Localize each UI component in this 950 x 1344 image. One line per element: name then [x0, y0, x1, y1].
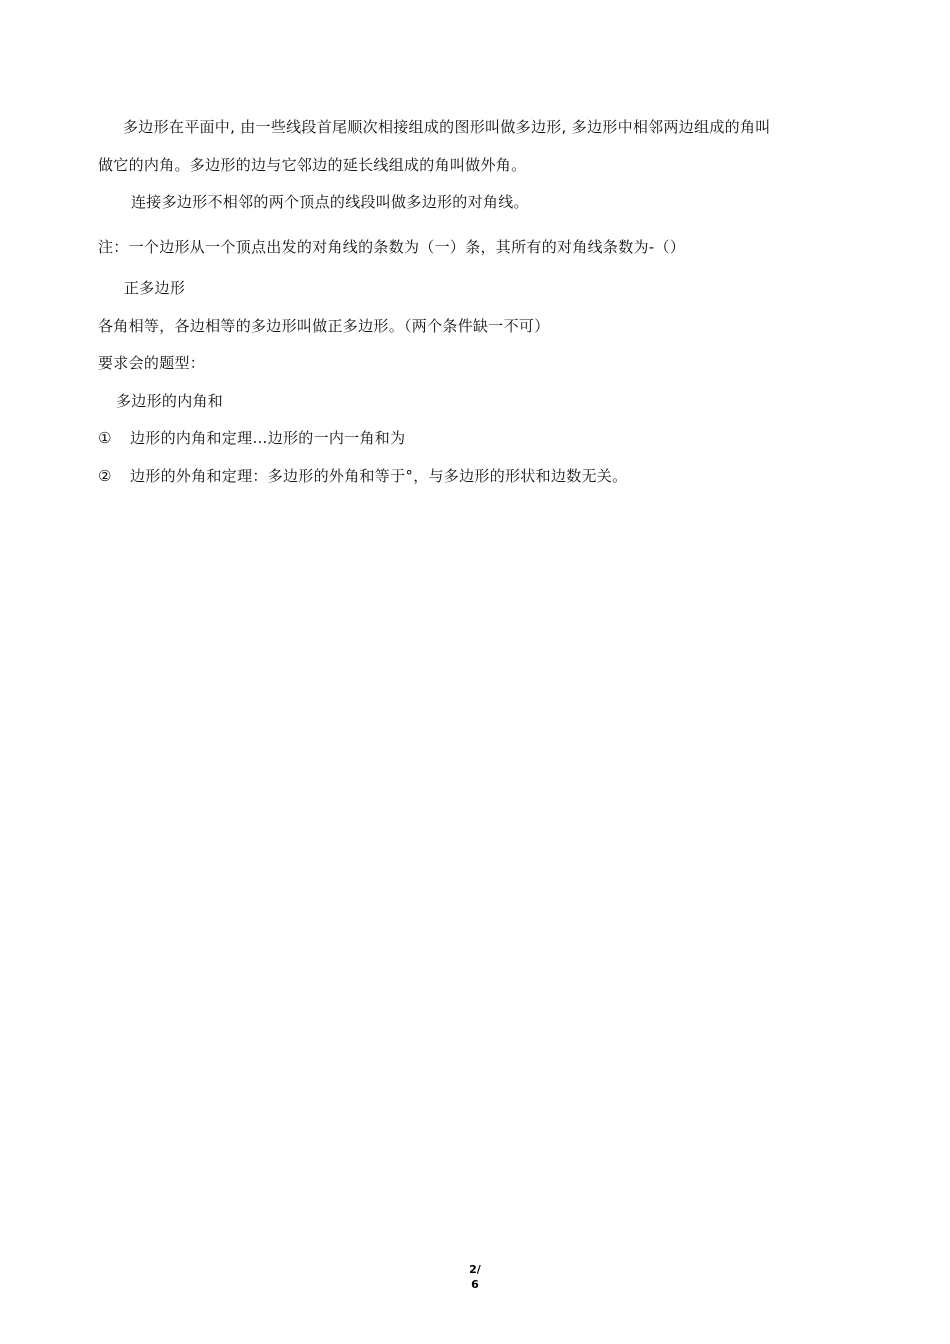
regular-polygon-definition: 各角相等，各边相等的多边形叫做正多边形。（两个条件缺一不可）	[98, 317, 550, 335]
list-item	[98, 466, 627, 486]
diagonal-definition: 连接多边形不相邻的两个顶点的线段叫做多边形的对角线。	[131, 193, 529, 211]
exterior-angle-theorem: 边形的外角和定理：多边形的外角和等于°，与多边形的形状和边数无关。	[130, 467, 628, 485]
required-problem-types: 要求会的题型：	[98, 354, 206, 372]
interior-angle-theorem: 边形的内角和定理…边形的一内一角和为	[130, 429, 406, 447]
interior-angle-sum-heading: 多边形的内角和	[116, 392, 224, 410]
page-number-total: 6	[471, 1278, 479, 1291]
list-item	[98, 428, 405, 448]
page-number	[460, 1262, 490, 1292]
page-number-current: 2/	[469, 1263, 481, 1276]
polygon-definition-line-2: 做它的内角。多边形的边与它邻边的延长线组成的角叫做外角。	[98, 156, 527, 174]
list-marker: ①	[98, 429, 112, 447]
list-marker: ②	[98, 467, 112, 485]
polygon-definition-line-1: 多边形在平面中, 由一些线段首尾顺次相接组成的图形叫做多边形, 多边形中相邻两边组成的角叫	[123, 118, 771, 136]
diagonal-note: 注：一个边形从一个顶点出发的对角线的条数为（一）条，其所有的对角线条数为-（）	[98, 238, 686, 256]
regular-polygon-heading: 正多边形	[124, 279, 186, 297]
